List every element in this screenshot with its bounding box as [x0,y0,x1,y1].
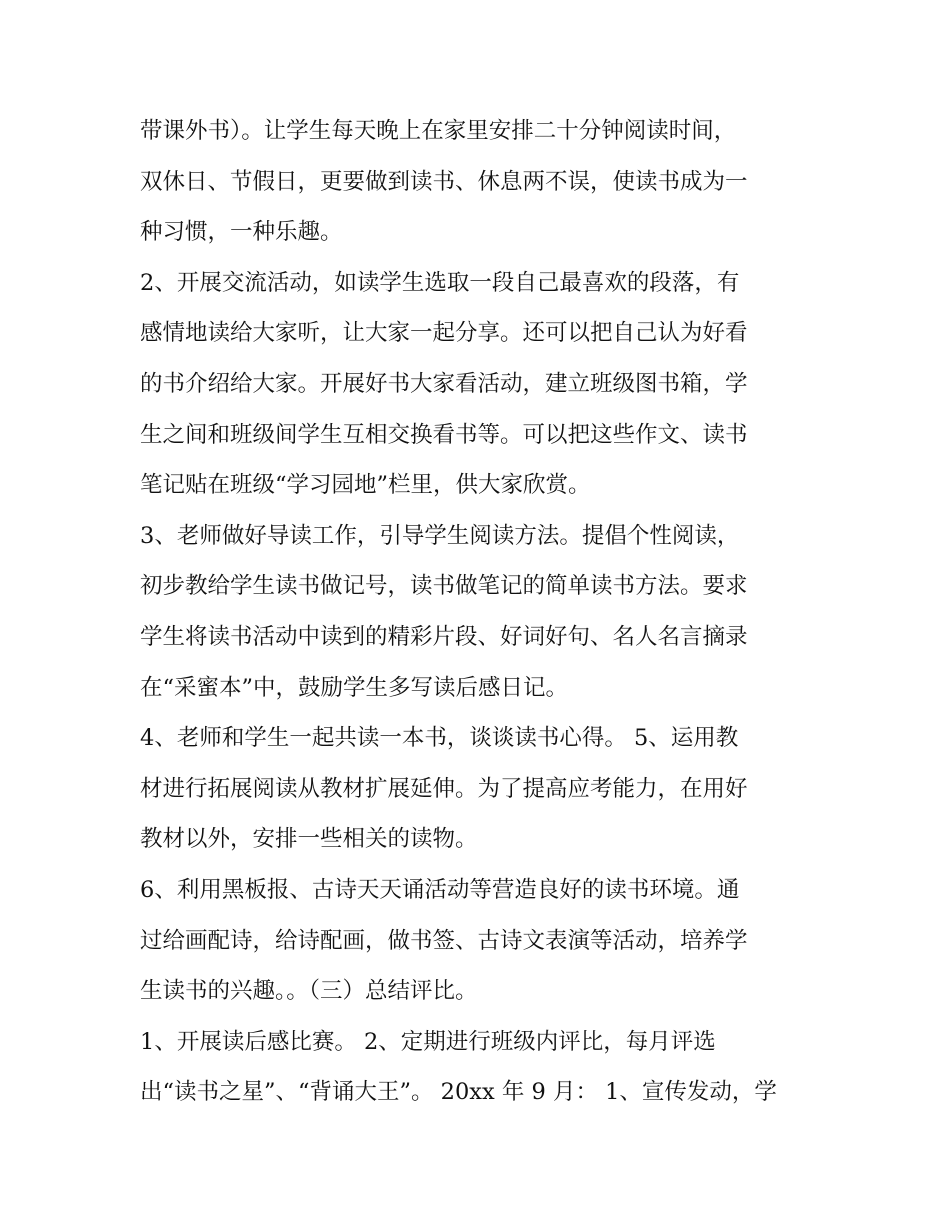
text-line-14: 材进行拓展阅读从教材扩展延伸。为了提高应考能力，在用好 [140,775,748,802]
text-line-6: 的书介绍给大家。开展好书大家看活动，建立班级图书箱，学 [140,370,748,397]
text-line-13: 4、老师和学生一起共读一本书，谈谈读书心得。 5、运用教 [140,725,739,752]
text-line-15: 教材以外，安排一些相关的读物。 [140,826,478,853]
text-line-7: 生之间和班级间学生互相交换看书等。可以把这些作文、读书 [140,421,748,448]
text-line-18: 生读书的兴趣。。（三）总结评比。 [140,978,478,1005]
text-line-3: 种习惯，一种乐趣。 [140,219,343,246]
text-line-2: 双休日、节假日，更要做到读书、休息两不误，使读书成为一 [140,168,748,195]
text-line-8: 笔记贴在班级“学习园地”栏里，供大家欣赏。 [140,472,591,499]
text-line-20: 出“读书之星”、“背诵大王”。 20xx 年 9 月： 1、宣传发动，学 [140,1079,777,1106]
text-line-17: 过给画配诗，给诗配画，做书签、古诗文表演等活动，培养学 [140,927,748,954]
text-line-11: 学生将读书活动中读到的精彩片段、好词好句、名人名言摘录 [140,623,748,650]
text-line-4: 2、开展交流活动，如读学生选取一段自己最喜欢的段落，有 [140,269,740,296]
text-line-1: 带课外书）。让学生每天晚上在家里安排二十分钟阅读时间， [140,118,737,144]
text-line-10: 初步教给学生读书做记号，读书做笔记的简单读书方法。要求 [140,573,748,600]
text-line-9: 3、老师做好导读工作，引导学生阅读方法。提倡个性阅读， [140,522,740,549]
text-line-5: 感情地读给大家听，让大家一起分享。还可以把自己认为好看 [140,320,748,347]
text-line-16: 6、利用黑板报、古诗天天诵活动等营造良好的读书环境。通 [140,876,740,903]
document-body [140,106,820,1118]
text-line-19: 1、开展读后感比赛。 2、定期进行班级内评比，每月评选 [140,1028,716,1055]
text-line-12: 在“采蜜本”中，鼓励学生多写读后感日记。 [140,674,569,701]
